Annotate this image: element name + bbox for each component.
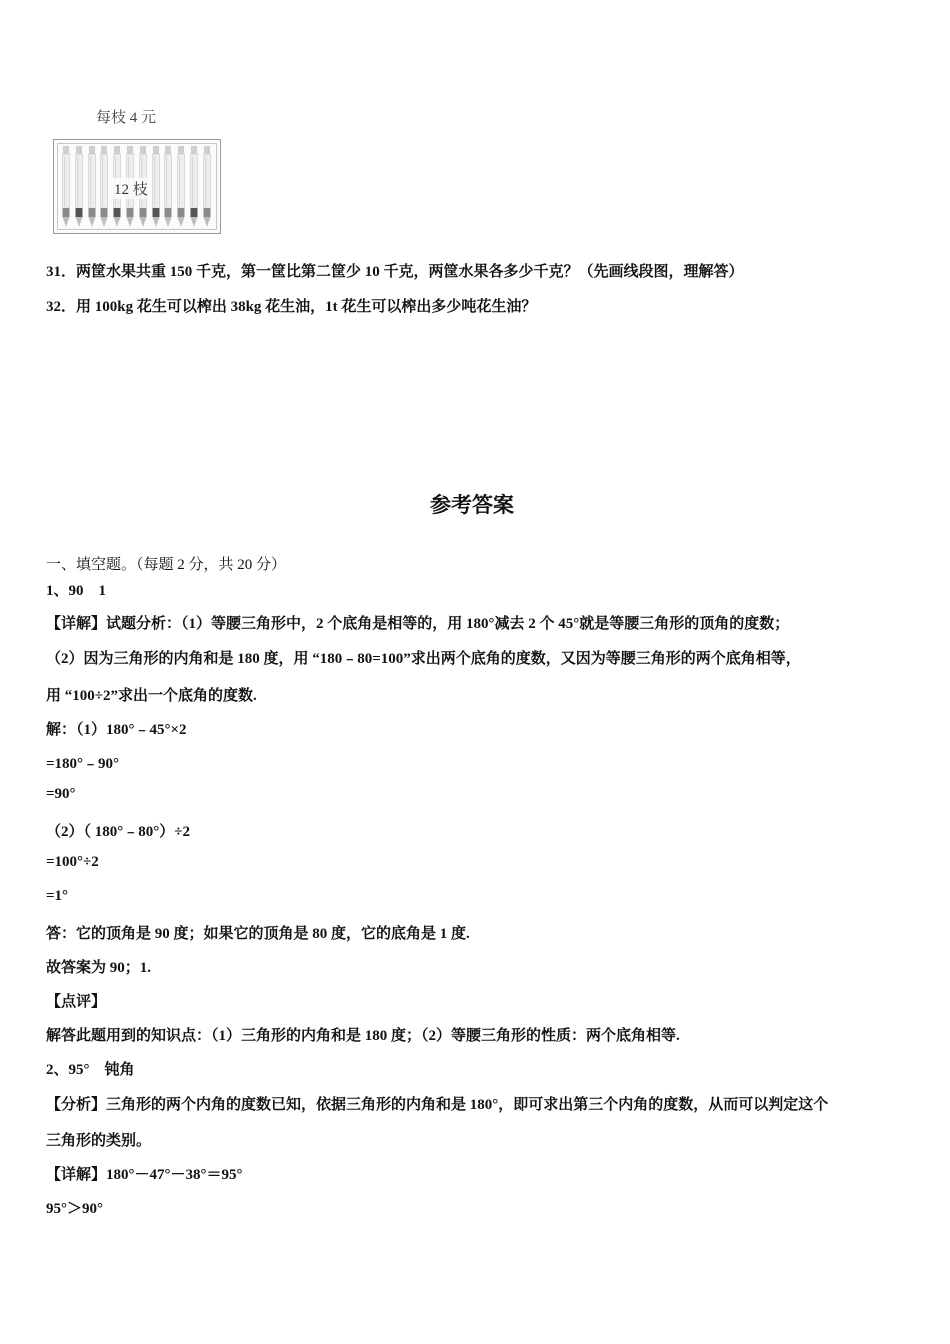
answer-1-comment-tag: 【点评】 bbox=[46, 994, 107, 1010]
question-31: 31．两筐水果共重 150 千克，第一筐比第二筐少 10 千克，两筐水果各多少千克？（先画线段图，理解答） bbox=[46, 264, 744, 280]
answer-1-solution-2: =180°﹣90° bbox=[46, 756, 120, 772]
answer-1-reply: 答：它的顶角是 90 度；如果它的顶角是 80 度，它的底角是 1 度. bbox=[46, 926, 470, 942]
price-label: 每枝 4 元 bbox=[96, 110, 157, 126]
answer-1-solution-5: =100°÷2 bbox=[46, 854, 99, 870]
pencil-icon bbox=[203, 146, 211, 228]
pencil-icon bbox=[75, 146, 83, 228]
pencil-icon bbox=[152, 146, 160, 228]
pencil-icon bbox=[62, 146, 70, 228]
answer-1: 1、90 1 bbox=[46, 583, 107, 599]
answer-1-detail-2: （2）因为三角形的内角和是 180 度，用 “180﹣80=100”求出两个底角的度数，又因为等腰三角形的两个底角相等， bbox=[46, 651, 801, 667]
answer-1-detail-1: 【详解】试题分析：（1）等腰三角形中，2 个底角是相等的，用 180°减去 2 个 45°就是等腰三角形的顶角的度数； bbox=[46, 616, 790, 632]
answer-1-solution-1: 解：（1）180°﹣45°×2 bbox=[46, 722, 187, 738]
pencil-box-figure bbox=[53, 139, 221, 234]
pencil-icon bbox=[190, 146, 198, 228]
answer-2-analysis-1: 【分析】三角形的两个内角的度数已知，依据三角形的内角和是 180°，即可求出第三个内角的度数，从而可以判定这个 bbox=[46, 1097, 829, 1113]
answer-1-detail-3: 用 “100÷2”求出一个底角的度数. bbox=[46, 688, 257, 704]
answer-1-solution-3: =90° bbox=[46, 786, 76, 802]
answer-1-comment: 解答此题用到的知识点：（1）三角形的内角和是 180 度；（2）等腰三角形的性质：两个底角相等. bbox=[46, 1028, 680, 1044]
answer-2-analysis-2: 三角形的类别。 bbox=[46, 1133, 152, 1149]
pencil-icon bbox=[164, 146, 172, 228]
section-heading: 一、填空题。（每题 2 分，共 20 分） bbox=[46, 557, 287, 573]
answer-2-detail: 【详解】180°－47°－38°＝95° bbox=[46, 1167, 243, 1183]
question-32: 32．用 100kg 花生可以榨出 38kg 花生油，1t 花生可以榨出多少吨花生油？ bbox=[46, 299, 537, 315]
answer-1-solution-4: （2）（ 180°﹣80°）÷2 bbox=[46, 824, 190, 840]
pencil-count-label: 12 枝 bbox=[112, 178, 150, 199]
answer-2-compare: 95°＞90° bbox=[46, 1201, 103, 1217]
pencil-icon bbox=[88, 146, 96, 228]
pencil-icon bbox=[177, 146, 185, 228]
answer-1-final: 故答案为 90；1. bbox=[46, 960, 152, 976]
answer-2: 2、95° 钝角 bbox=[46, 1062, 135, 1078]
answers-title: 参考答案 bbox=[430, 493, 514, 517]
pencil-icon bbox=[100, 146, 108, 228]
answer-1-solution-6: =1° bbox=[46, 888, 69, 904]
